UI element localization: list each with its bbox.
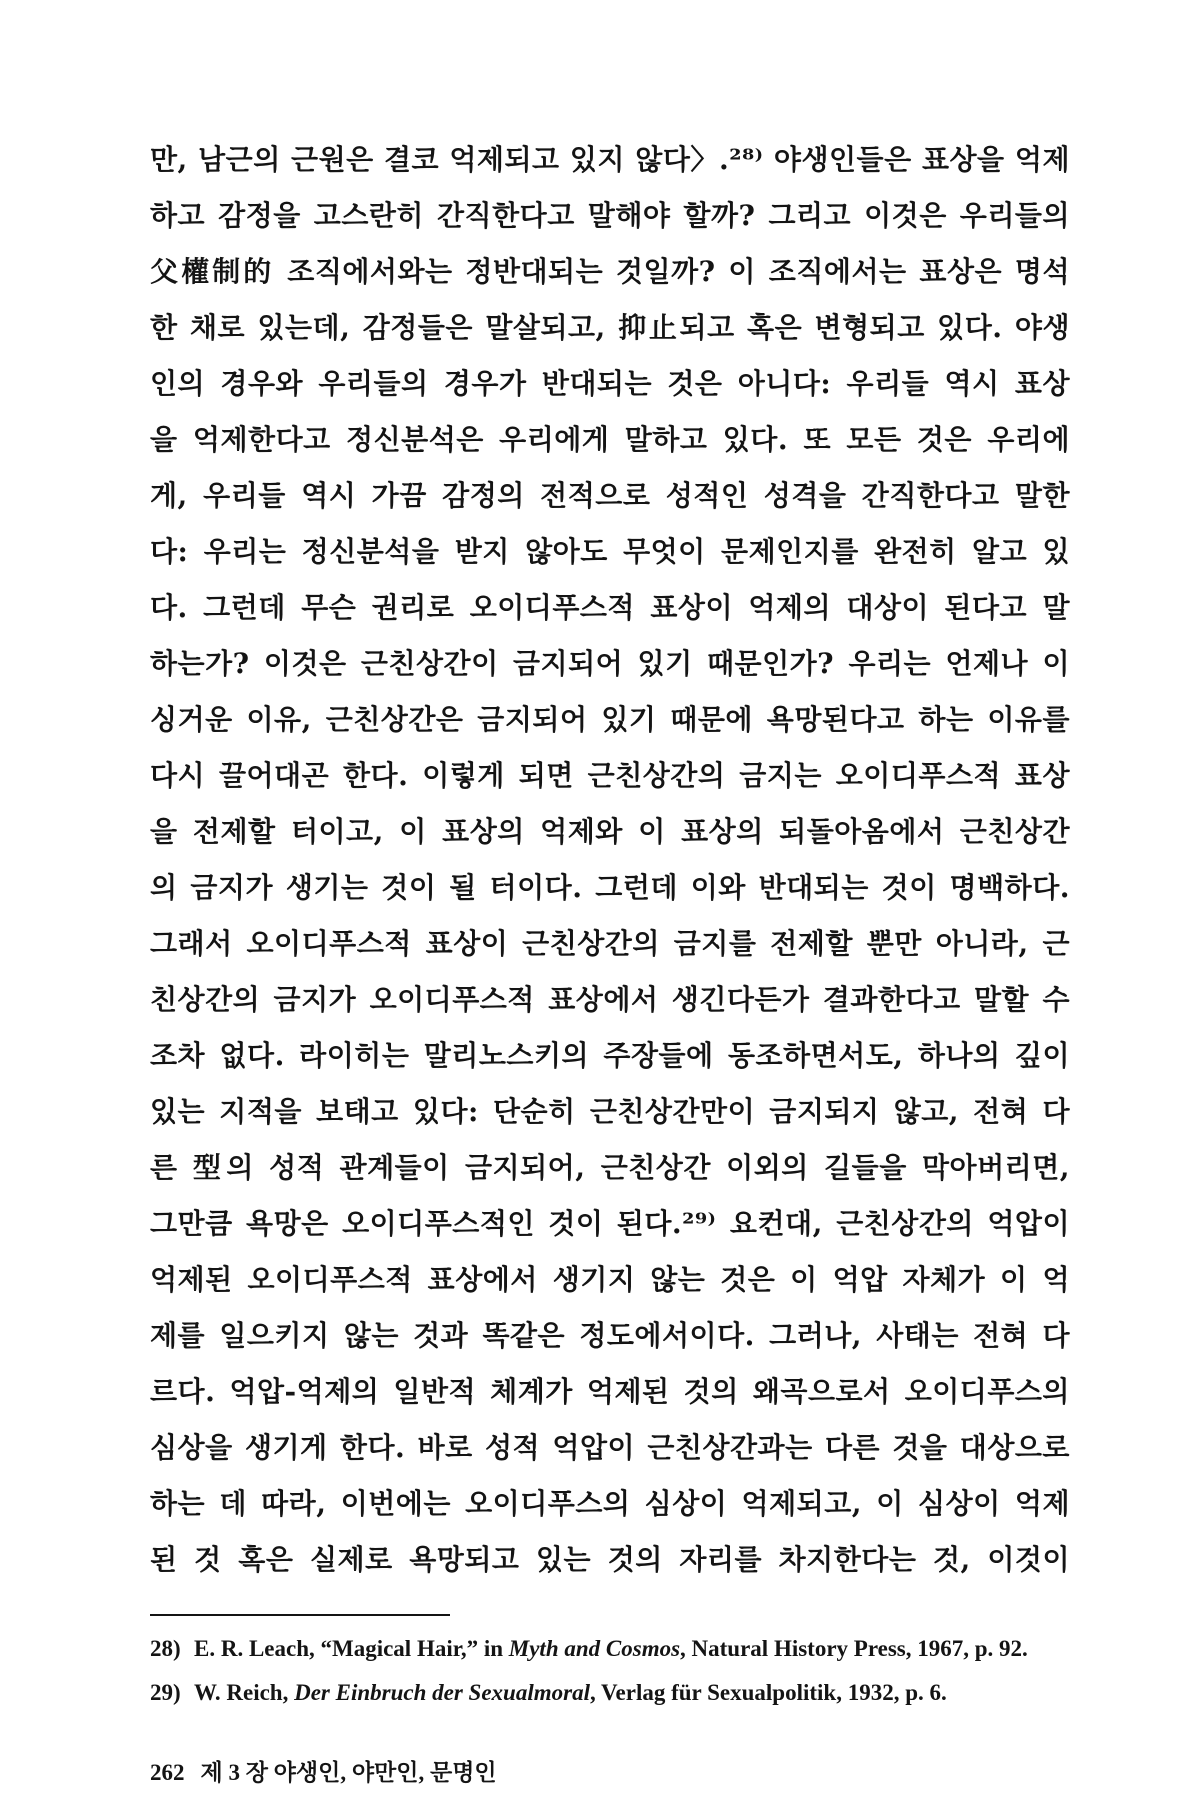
text-line: 그래서 오이디푸스적 표상이 근친상간의 금지를 전제할 뿐만 아니라, 근 bbox=[150, 927, 1070, 960]
text-line: 르다. 억압-억제의 일반적 체계가 억제된 것의 왜곡으로서 오이디푸스의 bbox=[150, 1375, 1070, 1408]
running-head: 제 3 장 야생인, 야만인, 문명인 bbox=[200, 1760, 497, 1785]
footnote-number: 29) bbox=[150, 1680, 181, 1705]
text-line: 을 전제할 터이고, 이 표상의 억제와 이 표상의 되돌아옴에서 근친상간 bbox=[150, 815, 1070, 848]
footnote-divider bbox=[150, 1614, 450, 1616]
text-line: 심상을 생기게 한다. 바로 성적 억압이 근친상간과는 다른 것을 대상으로 bbox=[150, 1431, 1070, 1464]
text-line: 하는가? 이것은 근친상간이 금지되어 있기 때문인가? 우리는 언제나 이 bbox=[150, 647, 1070, 680]
text-line: 친상간의 금지가 오이디푸스적 표상에서 생긴다든가 결과한다고 말할 수 bbox=[150, 983, 1070, 1016]
page-footer bbox=[150, 1754, 1070, 1787]
text-line: 인의 경우와 우리들의 경우가 반대되는 것은 아니다: 우리들 역시 표상 bbox=[150, 367, 1070, 400]
footnote-text: , Natural History Press, 1967, p. 92. bbox=[680, 1636, 1028, 1661]
text-line: 제를 일으키지 않는 것과 똑같은 정도에서이다. 그러나, 사태는 전혀 다 bbox=[150, 1319, 1070, 1352]
book-page bbox=[150, 132, 1070, 1785]
text-line: 父權制的 조직에서와는 정반대되는 것일까? 이 조직에서는 표상은 명석 bbox=[150, 255, 1070, 288]
text-line: 있는 지적을 보태고 있다: 단순히 근친상간만이 금지되지 않고, 전혀 다 bbox=[150, 1095, 1070, 1128]
text-line: 억제된 오이디푸스적 표상에서 생기지 않는 것은 이 억압 자체가 이 억 bbox=[150, 1263, 1070, 1296]
text-line: 른 型의 성적 관계들이 금지되어, 근친상간 이외의 길들을 막아버리면, bbox=[150, 1151, 1070, 1184]
footnote-text: W. Reich, bbox=[194, 1680, 295, 1705]
text-line: 하는 데 따라, 이번에는 오이디푸스의 심상이 억제되고, 이 심상이 억제 bbox=[150, 1487, 1070, 1520]
text-line: 조차 없다. 라이히는 말리노스키의 주장들에 동조하면서도, 하나의 깊이 bbox=[150, 1039, 1070, 1072]
footnote-number: 28) bbox=[150, 1636, 181, 1661]
text-line: 을 억제한다고 정신분석은 우리에게 말하고 있다. 또 모든 것은 우리에 bbox=[150, 423, 1070, 456]
page-number: 262 bbox=[150, 1760, 185, 1785]
text-line: 다: 우리는 정신분석을 받지 않아도 무엇이 문제인지를 완전히 알고 있 bbox=[150, 535, 1070, 568]
text-line: 싱거운 이유, 근친상간은 금지되어 있기 때문에 욕망된다고 하는 이유를 bbox=[150, 703, 1070, 736]
body-text bbox=[150, 132, 1070, 1588]
text-line: 하고 감정을 고스란히 간직한다고 말해야 할까? 그리고 이것은 우리들의 bbox=[150, 199, 1070, 232]
footnote-title: Der Einbruch der Sexualmoral bbox=[294, 1680, 590, 1705]
text-line: 된 것 혹은 실제로 욕망되고 있는 것의 자리를 차지한다는 것, 이것이 bbox=[150, 1543, 1070, 1576]
footnote-title: Myth and Cosmos bbox=[508, 1636, 681, 1661]
text-line: 그만큼 욕망은 오이디푸스적인 것이 된다.²⁹⁾ 요컨대, 근친상간의 억압이 bbox=[150, 1207, 1070, 1240]
text-line: 다. 그런데 무슨 권리로 오이디푸스적 표상이 억제의 대상이 된다고 말 bbox=[150, 591, 1070, 624]
text-line: 만, 남근의 근원은 결코 억제되고 있지 않다〉.²⁸⁾ 야생인들은 표상을 억제 bbox=[150, 143, 1070, 176]
text-line: 다시 끌어대곤 한다. 이렇게 되면 근친상간의 금지는 오이디푸스적 표상 bbox=[150, 759, 1070, 792]
text-line: 한 채로 있는데, 감정들은 말살되고, 抑止되고 혹은 변형되고 있다. 야생 bbox=[150, 311, 1070, 344]
footnotes bbox=[150, 1630, 1070, 1712]
footnote-29 bbox=[150, 1674, 1070, 1712]
text-line: 의 금지가 생기는 것이 될 터이다. 그런데 이와 반대되는 것이 명백하다. bbox=[150, 871, 1070, 904]
footnote-text: , Verlag für Sexualpolitik, 1932, p. 6. bbox=[589, 1680, 947, 1705]
text-line: 게, 우리들 역시 가끔 감정의 전적으로 성적인 성격을 간직한다고 말한 bbox=[150, 479, 1070, 512]
footnote-text: E. R. Leach, “Magical Hair,” in bbox=[194, 1636, 509, 1661]
footnote-28 bbox=[150, 1630, 1070, 1668]
